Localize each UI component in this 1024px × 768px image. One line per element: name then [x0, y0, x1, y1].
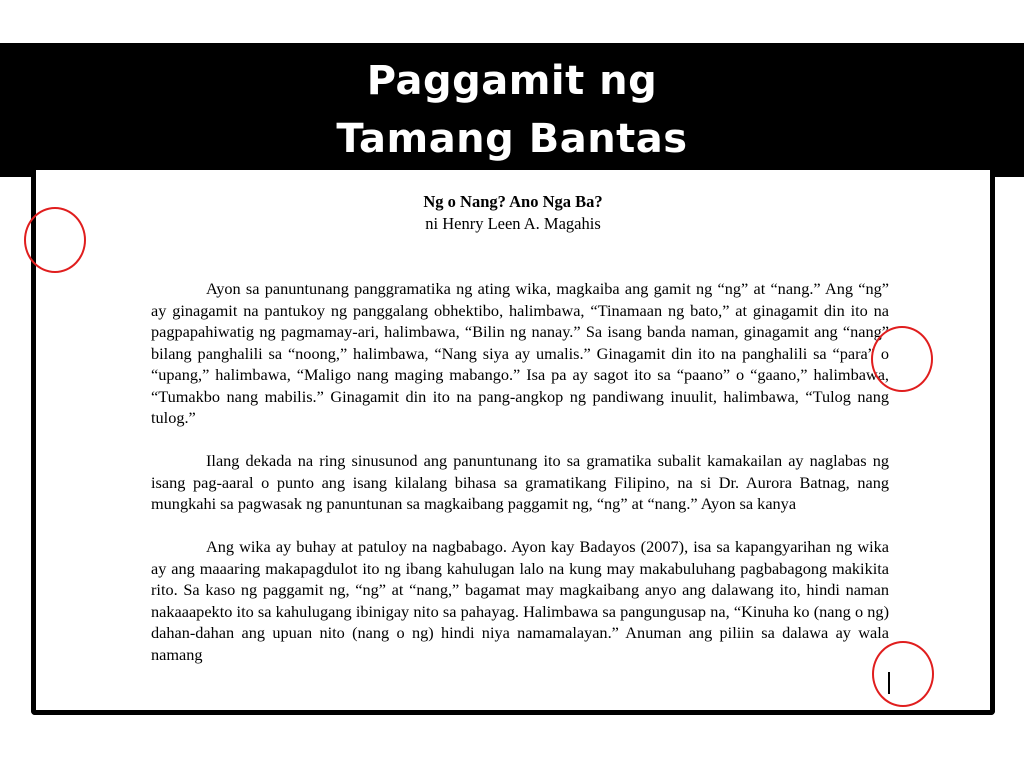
document-image: [31, 170, 995, 715]
annotation-circle-right-margin-bottom: [872, 641, 934, 707]
paragraph-1: Ayon sa panuntunang panggramatika ng ating wika, magkaiba ang gamit ng “ng” at “nang.” Ang “ng” ay ginagamit na pantukoy ng panggalang obhektibo, halimbawa, “Tinamaan ng bato,” at ginagamit din ito na pagpapahiwatig ng pagmamay-ari, halimbawa, “Bilin ng nanay.” Sa isang banda naman, ginagamit ang “nang” bilang panghalili sa “noong,” halimbawa, “Nang siya ay umalis.” Ginagamit din ito na panghalili sa “para” o “upang,” halimbawa, “Maligo nang maging mabango.” Isa pa ay sagot ito sa “paano” o “gaano,” halimbawa, “Tumakbo nang mabilis.” Ginagamit din ito na pang-angkop ng pandiwang inuulit, halimbawa, “Tulog nang tulog.”: [151, 279, 889, 427]
document-body: [151, 278, 889, 687]
paragraph-2: Ilang dekada na ring sinusunod ang panuntunang ito sa gramatika subalit kamakailan ay naglabas ng isang pag-aaral o punto ang isang kilalang bihasa sa gramatikang Filipino, na si Dr. Aurora Batnag, nang mungkahi sa pagwasak ng panuntunan sa magkaibang paggamit ng, “ng” at “nang.” Ayon sa kanya: [151, 451, 889, 513]
paragraph-3: Ang wika ay buhay at patuloy na nagbabago. Ayon kay Badayos (2007), isa sa kapangyarihan ng wika ay ang maaaring makapagdulot ito ng ibang kahulugan lalo na kung may makabuluhang pagbabagong makikita rito. Sa kaso ng paggamit ng, “ng” at “nang,” bagamat may magkaibang anyo ang dalawang ito, hindi naman nakaaapekto ito sa kahulugang ibinigay nito sa pahayag. Halimbawa sa pangungusap na, “Kinuha ko (nang o ng) dahan-dahan ang upuan nito (nang o ng) hindi niya namamalayan.” Anuman ang piliin sa dalawa ay wala namang: [151, 537, 889, 664]
annotation-circle-left-margin: [24, 207, 86, 273]
slide-title-line-2: Tamang Bantas: [336, 116, 688, 162]
document-author: ni Henry Leen A. Magahis: [425, 214, 601, 233]
slide-title-line-1: Paggamit ng: [366, 58, 658, 104]
slide-title: [0, 52, 1024, 168]
annotation-circle-right-margin-top: [871, 326, 933, 392]
document-heading: Ng o Nang? Ano Nga Ba?: [423, 192, 603, 211]
